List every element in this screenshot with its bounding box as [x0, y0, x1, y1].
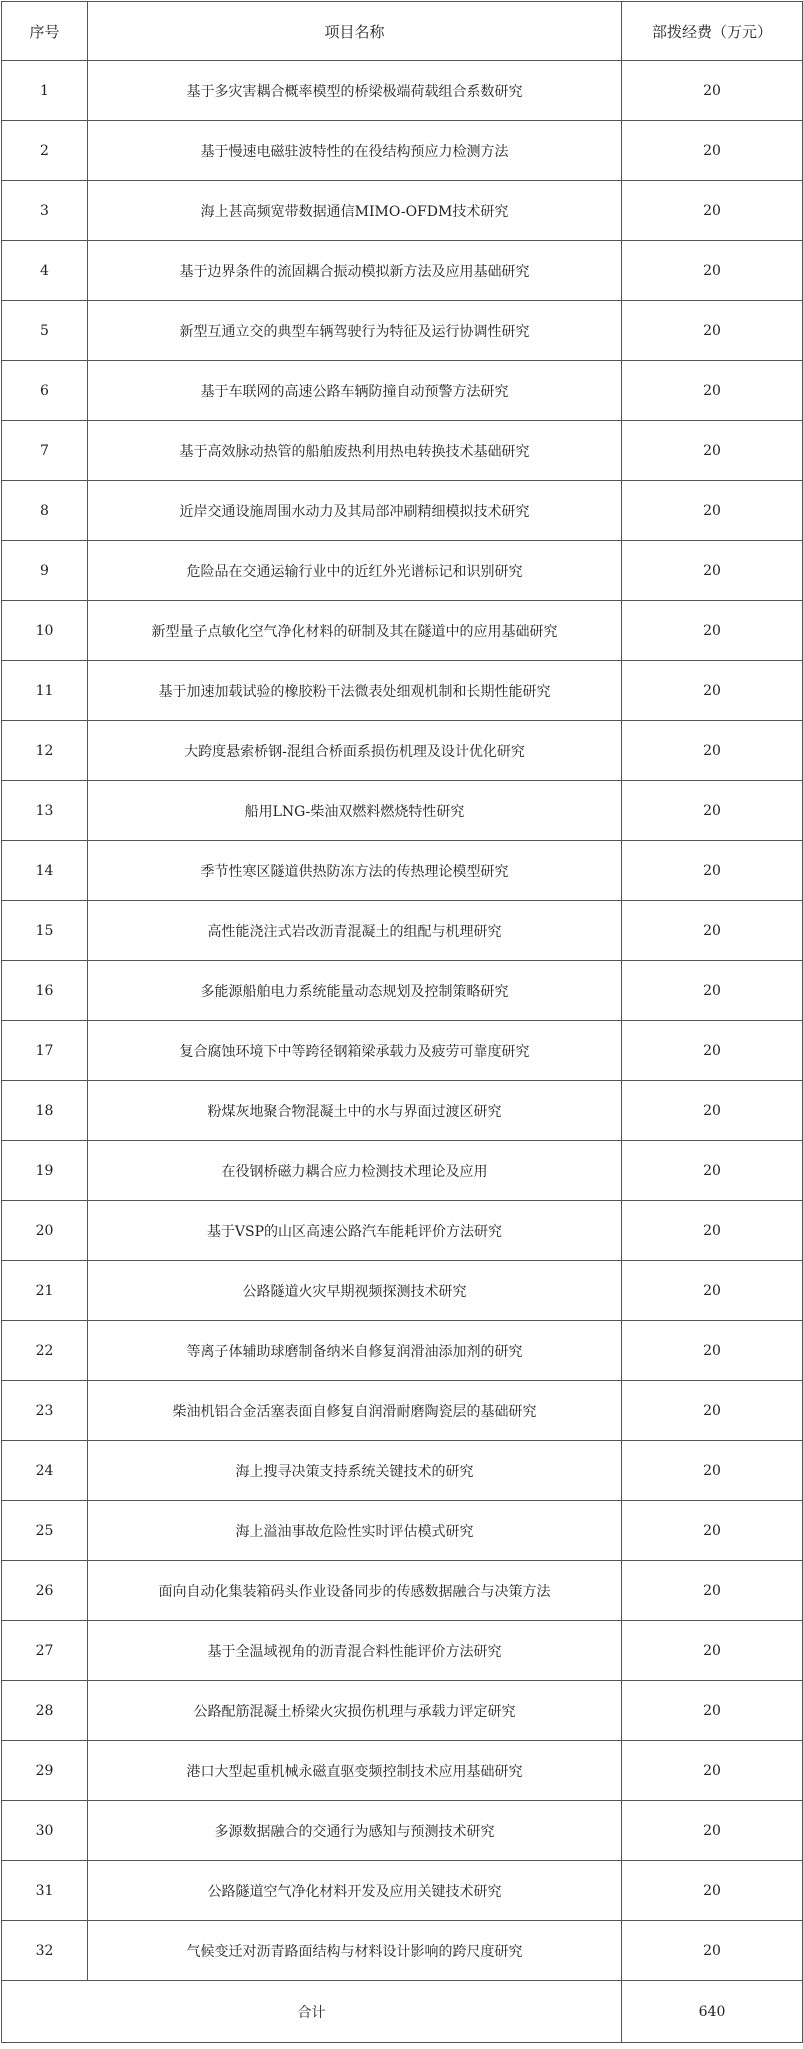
row-funding: 20 [622, 781, 803, 841]
header-funding: 部拨经费（万元） [622, 2, 803, 61]
row-project-name: 近岸交通设施周围水动力及其局部冲刷精细模拟技术研究 [88, 481, 622, 541]
header-index: 序号 [2, 2, 88, 61]
row-project-name: 大跨度悬索桥钢-混组合桥面系损伤机理及设计优化研究 [88, 721, 622, 781]
row-project-name: 粉煤灰地聚合物混凝土中的水与界面过渡区研究 [88, 1081, 622, 1141]
row-index: 4 [2, 241, 88, 301]
table-row [2, 1441, 803, 1501]
row-project-name: 等离子体辅助球磨制备纳米自修复润滑油添加剂的研究 [88, 1321, 622, 1381]
table-row [2, 1261, 803, 1321]
row-index: 8 [2, 481, 88, 541]
table-row [2, 1801, 803, 1861]
row-project-name: 基于多灾害耦合概率模型的桥梁极端荷载组合系数研究 [88, 61, 622, 121]
row-funding: 20 [622, 601, 803, 661]
row-project-name: 高性能浇注式岩改沥青混凝土的组配与机理研究 [88, 901, 622, 961]
row-index: 31 [2, 1861, 88, 1921]
table-row [2, 1081, 803, 1141]
row-index: 28 [2, 1681, 88, 1741]
row-index: 23 [2, 1381, 88, 1441]
row-funding: 20 [622, 61, 803, 121]
row-index: 19 [2, 1141, 88, 1201]
header-project-name: 项目名称 [88, 2, 622, 61]
row-project-name: 危险品在交通运输行业中的近红外光谱标记和识别研究 [88, 541, 622, 601]
row-index: 24 [2, 1441, 88, 1501]
row-index: 11 [2, 661, 88, 721]
table-row [2, 1321, 803, 1381]
table-row [2, 901, 803, 961]
row-funding: 20 [622, 1621, 803, 1681]
row-index: 5 [2, 301, 88, 361]
row-project-name: 在役钢桥磁力耦合应力检测技术理论及应用 [88, 1141, 622, 1201]
row-index: 9 [2, 541, 88, 601]
row-project-name: 公路隧道火灾早期视频探测技术研究 [88, 1261, 622, 1321]
total-funding: 640 [622, 1981, 803, 2043]
row-funding: 20 [622, 1501, 803, 1561]
table-row [2, 601, 803, 661]
table-row [2, 181, 803, 241]
table-row [2, 1741, 803, 1801]
table-row [2, 361, 803, 421]
row-project-name: 新型量子点敏化空气净化材料的研制及其在隧道中的应用基础研究 [88, 601, 622, 661]
row-project-name: 公路配筋混凝土桥梁火灾损伤机理与承载力评定研究 [88, 1681, 622, 1741]
row-index: 3 [2, 181, 88, 241]
row-funding: 20 [622, 301, 803, 361]
row-funding: 20 [622, 421, 803, 481]
row-index: 27 [2, 1621, 88, 1681]
row-funding: 20 [622, 481, 803, 541]
row-project-name: 港口大型起重机械永磁直驱变频控制技术应用基础研究 [88, 1741, 622, 1801]
row-project-name: 多能源船舶电力系统能量动态规划及控制策略研究 [88, 961, 622, 1021]
row-project-name: 柴油机铝合金活塞表面自修复自润滑耐磨陶瓷层的基础研究 [88, 1381, 622, 1441]
row-project-name: 季节性寒区隧道供热防冻方法的传热理论模型研究 [88, 841, 622, 901]
table-row [2, 841, 803, 901]
row-index: 7 [2, 421, 88, 481]
row-funding: 20 [622, 1381, 803, 1441]
row-index: 29 [2, 1741, 88, 1801]
row-index: 12 [2, 721, 88, 781]
row-project-name: 海上搜寻决策支持系统关键技术的研究 [88, 1441, 622, 1501]
row-index: 16 [2, 961, 88, 1021]
row-funding: 20 [622, 1441, 803, 1501]
row-index: 10 [2, 601, 88, 661]
row-funding: 20 [622, 181, 803, 241]
row-index: 26 [2, 1561, 88, 1621]
row-index: 14 [2, 841, 88, 901]
row-funding: 20 [622, 1021, 803, 1081]
row-funding: 20 [622, 241, 803, 301]
table-row [2, 421, 803, 481]
row-funding: 20 [622, 1081, 803, 1141]
table-row [2, 1861, 803, 1921]
table-row [2, 301, 803, 361]
row-index: 21 [2, 1261, 88, 1321]
row-project-name: 基于加速加载试验的橡胶粉干法微表处细观机制和长期性能研究 [88, 661, 622, 721]
table-row [2, 1621, 803, 1681]
row-project-name: 船用LNG-柴油双燃料燃烧特性研究 [88, 781, 622, 841]
table-row [2, 241, 803, 301]
row-funding: 20 [622, 661, 803, 721]
row-project-name: 多源数据融合的交通行为感知与预测技术研究 [88, 1801, 622, 1861]
row-index: 18 [2, 1081, 88, 1141]
row-index: 25 [2, 1501, 88, 1561]
table-row [2, 121, 803, 181]
row-index: 30 [2, 1801, 88, 1861]
table-row [2, 961, 803, 1021]
funding-table [1, 1, 803, 2043]
row-funding: 20 [622, 1861, 803, 1921]
table-row [2, 1141, 803, 1201]
row-project-name: 海上溢油事故危险性实时评估模式研究 [88, 1501, 622, 1561]
row-funding: 20 [622, 841, 803, 901]
row-funding: 20 [622, 1741, 803, 1801]
row-funding: 20 [622, 901, 803, 961]
table-row [2, 1501, 803, 1561]
header-row [2, 2, 803, 61]
row-funding: 20 [622, 1141, 803, 1201]
table-row [2, 1681, 803, 1741]
table-row [2, 1921, 803, 1981]
row-funding: 20 [622, 121, 803, 181]
table-row [2, 481, 803, 541]
table-row [2, 1021, 803, 1081]
row-index: 22 [2, 1321, 88, 1381]
row-project-name: 基于慢速电磁驻波特性的在役结构预应力检测方法 [88, 121, 622, 181]
row-project-name: 基于高效脉动热管的船舶废热利用热电转换技术基础研究 [88, 421, 622, 481]
table-row [2, 61, 803, 121]
total-label: 合计 [2, 1981, 622, 2043]
table-row [2, 721, 803, 781]
row-index: 1 [2, 61, 88, 121]
row-project-name: 基于边界条件的流固耦合振动模拟新方法及应用基础研究 [88, 241, 622, 301]
row-funding: 20 [622, 721, 803, 781]
table-row [2, 661, 803, 721]
row-funding: 20 [622, 361, 803, 421]
row-funding: 20 [622, 1561, 803, 1621]
row-funding: 20 [622, 961, 803, 1021]
row-index: 2 [2, 121, 88, 181]
row-funding: 20 [622, 1921, 803, 1981]
table-row [2, 1201, 803, 1261]
row-project-name: 面向自动化集装箱码头作业设备同步的传感数据融合与决策方法 [88, 1561, 622, 1621]
row-funding: 20 [622, 1681, 803, 1741]
row-project-name: 新型互通立交的典型车辆驾驶行为特征及运行协调性研究 [88, 301, 622, 361]
row-project-name: 复合腐蚀环境下中等跨径钢箱梁承载力及疲劳可靠度研究 [88, 1021, 622, 1081]
row-funding: 20 [622, 1321, 803, 1381]
row-project-name: 海上甚高频宽带数据通信MIMO-OFDM技术研究 [88, 181, 622, 241]
row-index: 17 [2, 1021, 88, 1081]
row-index: 20 [2, 1201, 88, 1261]
table-row [2, 781, 803, 841]
row-project-name: 基于VSP的山区高速公路汽车能耗评价方法研究 [88, 1201, 622, 1261]
row-index: 6 [2, 361, 88, 421]
total-row [2, 1981, 803, 2043]
row-funding: 20 [622, 1201, 803, 1261]
row-funding: 20 [622, 1801, 803, 1861]
table-row [2, 1561, 803, 1621]
table-row [2, 541, 803, 601]
table-row [2, 1381, 803, 1441]
row-funding: 20 [622, 541, 803, 601]
row-index: 32 [2, 1921, 88, 1981]
row-project-name: 公路隧道空气净化材料开发及应用关键技术研究 [88, 1861, 622, 1921]
row-project-name: 基于全温域视角的沥青混合料性能评价方法研究 [88, 1621, 622, 1681]
table-body [2, 61, 803, 1981]
row-funding: 20 [622, 1261, 803, 1321]
row-project-name: 基于车联网的高速公路车辆防撞自动预警方法研究 [88, 361, 622, 421]
row-index: 15 [2, 901, 88, 961]
row-index: 13 [2, 781, 88, 841]
row-project-name: 气候变迁对沥青路面结构与材料设计影响的跨尺度研究 [88, 1921, 622, 1981]
